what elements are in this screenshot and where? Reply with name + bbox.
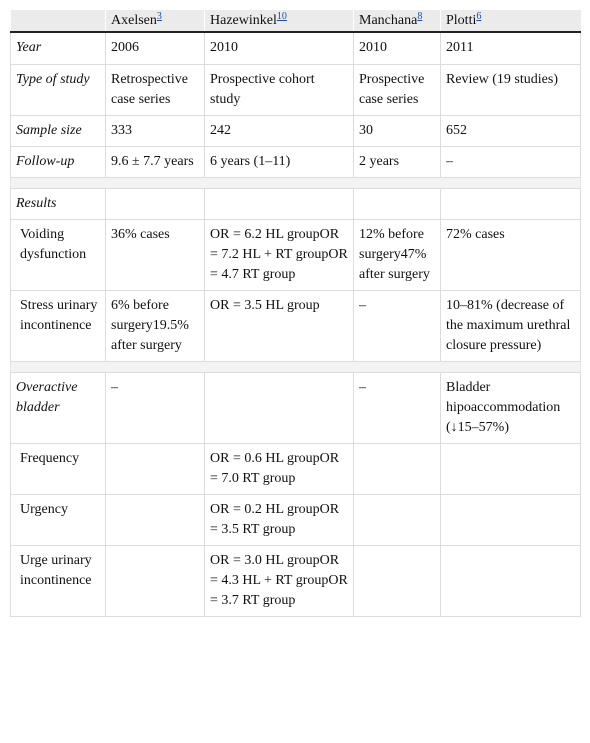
cell-followup-hazewinkel: 6 years (1–11) (205, 147, 354, 178)
comparison-table-container (10, 10, 580, 617)
cell-sample-plotti: 652 (441, 116, 581, 147)
cell-stress-axelsen: 6% before surgery19.5% after surgery (106, 291, 205, 362)
cell-frequency-axelsen (106, 444, 205, 495)
cell-type-plotti: Review (19 studies) (441, 65, 581, 116)
ref-link-manchana[interactable]: 8 (417, 10, 423, 22)
row-label-type: Type of study (11, 65, 106, 116)
cell-urgency-axelsen (106, 495, 205, 546)
cell-results-empty-4 (441, 189, 581, 220)
table-row-type (11, 65, 581, 116)
ref-link-plotti[interactable]: 6 (476, 10, 482, 22)
header-plotti-name: Plotti (446, 12, 477, 28)
header-manchana (354, 10, 441, 32)
spacer-row (11, 178, 581, 189)
cell-voiding-manchana: 12% before surgery47% after surgery (354, 220, 441, 291)
table-row-overactive (11, 373, 581, 444)
header-plotti (441, 10, 581, 32)
header-empty-cell (11, 10, 106, 32)
header-axelsen-name: Axelsen (111, 12, 157, 28)
cell-frequency-hazewinkel: OR = 0.6 HL groupOR = 7.0 RT group (205, 444, 354, 495)
cell-type-manchana: Prospective case series (354, 65, 441, 116)
cell-urge-hazewinkel: OR = 3.0 HL groupOR = 4.3 HL + RT groupOR = 3.7 RT group (205, 546, 354, 617)
table-row-results (11, 189, 581, 220)
cell-results-empty-1 (106, 189, 205, 220)
table-row-urge-incontinence (11, 546, 581, 617)
ref-link-axelsen[interactable]: 3 (156, 10, 162, 22)
cell-urgency-hazewinkel: OR = 0.2 HL groupOR = 3.5 RT group (205, 495, 354, 546)
cell-followup-plotti: – (441, 147, 581, 178)
cell-stress-manchana: – (354, 291, 441, 362)
cell-urge-manchana (354, 546, 441, 617)
cell-followup-manchana: 2 years (354, 147, 441, 178)
cell-overactive-plotti: Bladder hipoaccommodation (↓15–57%) (441, 373, 581, 444)
cell-urgency-plotti (441, 495, 581, 546)
table-row-urgency (11, 495, 581, 546)
header-hazewinkel (205, 10, 354, 32)
cell-voiding-hazewinkel: OR = 6.2 HL groupOR = 7.2 HL + RT groupOR = 4.7 RT group (205, 220, 354, 291)
row-label-sample-size: Sample size (11, 116, 106, 147)
header-row (11, 10, 581, 32)
cell-frequency-manchana (354, 444, 441, 495)
cell-urge-axelsen (106, 546, 205, 617)
cell-stress-hazewinkel: OR = 3.5 HL group (205, 291, 354, 362)
section-label-results: Results (11, 189, 106, 220)
cell-overactive-axelsen: – (106, 373, 205, 444)
cell-sample-manchana: 30 (354, 116, 441, 147)
cell-stress-plotti: 10–81% (decrease of the maximum urethral closure pressure) (441, 291, 581, 362)
table-body (11, 32, 581, 617)
cell-overactive-manchana: – (354, 373, 441, 444)
row-label-frequency: Frequency (11, 444, 106, 495)
header-manchana-name: Manchana (359, 12, 418, 28)
row-label-stress: Stress urinary incontinence (11, 291, 106, 362)
cell-voiding-axelsen: 36% cases (106, 220, 205, 291)
row-label-follow-up: Follow-up (11, 147, 106, 178)
spacer-cell (11, 178, 581, 189)
studies-comparison-table (10, 10, 581, 617)
cell-voiding-plotti: 72% cases (441, 220, 581, 291)
table-row-follow-up (11, 147, 581, 178)
cell-year-hazewinkel: 2010 (205, 32, 354, 65)
cell-sample-axelsen: 333 (106, 116, 205, 147)
table-row-stress (11, 291, 581, 362)
cell-overactive-hazewinkel (205, 373, 354, 444)
header-hazewinkel-name: Hazewinkel (210, 12, 277, 28)
cell-year-manchana: 2010 (354, 32, 441, 65)
cell-year-axelsen: 2006 (106, 32, 205, 65)
row-label-year: Year (11, 32, 106, 65)
cell-urge-plotti (441, 546, 581, 617)
cell-year-plotti: 2011 (441, 32, 581, 65)
row-label-voiding: Voiding dysfunction (11, 220, 106, 291)
row-label-urgency: Urgency (11, 495, 106, 546)
cell-results-empty-3 (354, 189, 441, 220)
header-axelsen (106, 10, 205, 32)
spacer-row (11, 362, 581, 373)
table-row-frequency (11, 444, 581, 495)
cell-sample-hazewinkel: 242 (205, 116, 354, 147)
ref-link-hazewinkel[interactable]: 10 (276, 10, 287, 22)
row-label-overactive: Overactive bladder (11, 373, 106, 444)
cell-type-axelsen: Retrospective case series (106, 65, 205, 116)
spacer-cell (11, 362, 581, 373)
cell-followup-axelsen: 9.6 ± 7.7 years (106, 147, 205, 178)
table-row-voiding (11, 220, 581, 291)
cell-frequency-plotti (441, 444, 581, 495)
cell-results-empty-2 (205, 189, 354, 220)
cell-type-hazewinkel: Prospective cohort study (205, 65, 354, 116)
table-row-year (11, 32, 581, 65)
table-row-sample-size (11, 116, 581, 147)
cell-urgency-manchana (354, 495, 441, 546)
table-header (11, 10, 581, 32)
row-label-urge-incontinence: Urge urinary incontinence (11, 546, 106, 617)
